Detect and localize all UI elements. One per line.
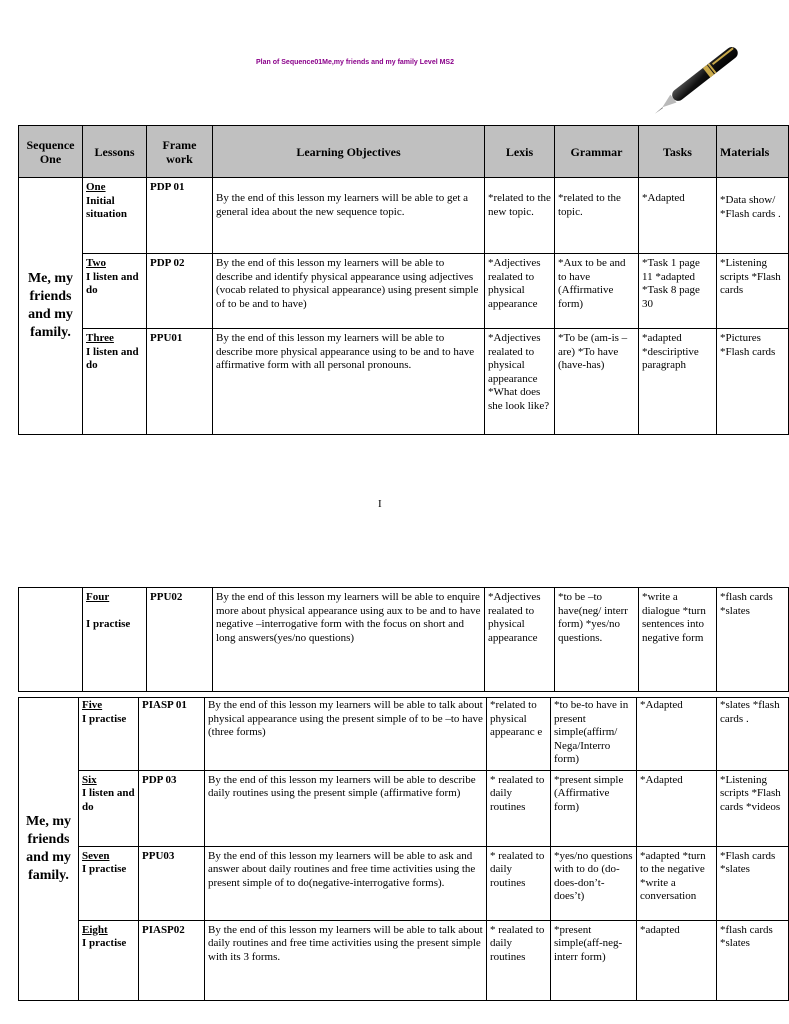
sequence-label: Me, my friends and my family. bbox=[19, 178, 83, 435]
sequence-label-2: Me, my friends and my family. bbox=[19, 698, 79, 1001]
lesson-cell: Five I practise bbox=[79, 698, 139, 771]
grammar-cell: *related to the topic. bbox=[555, 178, 639, 254]
objective-cell: By the end of this lesson my learners will be able to enquire more about physical appearance using aux to be and to have negative –interrogative form with the focus on short and long answers(yes/no questions) bbox=[213, 588, 485, 692]
header-grammar: Grammar bbox=[555, 126, 639, 178]
framework-cell: PPU03 bbox=[139, 846, 205, 920]
grammar-cell: *To be (am-is –are) *To have (have-has) bbox=[555, 329, 639, 435]
objective-cell: By the end of this lesson my learners will be able to talk about daily routines and free time activities using the present simple with its 3 forms. bbox=[205, 920, 487, 1000]
table-row bbox=[19, 698, 789, 771]
grammar-cell: *yes/no questions with to do (do-does-don’t-does’t) bbox=[551, 846, 637, 920]
tasks-cell: *Task 1 page 11 *adapted *Task 8 page 30 bbox=[639, 254, 717, 329]
materials-cell: *flash cards *slates bbox=[717, 920, 789, 1000]
lexis-cell: * realated to daily routines bbox=[487, 770, 551, 846]
grammar-cell: *present simple(aff-neg-interr form) bbox=[551, 920, 637, 1000]
objective-cell: By the end of this lesson my learners will be able to describe daily routines using the present simple (affirmative form) bbox=[205, 770, 487, 846]
objective-cell: By the end of this lesson my learners will be able to talk about physical appearance using the present simple of to be –to have (three forms) bbox=[205, 698, 487, 771]
lesson-plan-table-2 bbox=[18, 587, 789, 692]
lesson-plan-table-1 bbox=[18, 125, 789, 435]
lesson-cell: Six I listen and do bbox=[79, 770, 139, 846]
tasks-cell: *write a dialogue *turn sentences into negative form bbox=[639, 588, 717, 692]
lexis-cell: *Adjectives realated to physical appearance bbox=[485, 254, 555, 329]
framework-cell: PIASP02 bbox=[139, 920, 205, 1000]
tasks-cell: *adapted *desciriptive paragraph bbox=[639, 329, 717, 435]
tasks-cell: *Adapted bbox=[637, 770, 717, 846]
page-title: Plan of Sequence01Me,my friends and my family Level MS2 bbox=[255, 59, 454, 66]
materials-cell: *Listening scripts *Flash cards bbox=[717, 254, 789, 329]
lesson-cell: Eight I practise bbox=[79, 920, 139, 1000]
lesson-plan-table-3 bbox=[18, 697, 789, 1001]
tasks-cell: *adapted *turn to the negative *write a conversation bbox=[637, 846, 717, 920]
table-row bbox=[19, 770, 789, 846]
header-materials: Materials bbox=[717, 126, 789, 178]
lexis-cell: * realated to daily routines bbox=[487, 846, 551, 920]
framework-cell: PPU02 bbox=[147, 588, 213, 692]
materials-cell: *Pictures *Flash cards bbox=[717, 329, 789, 435]
header-lexis: Lexis bbox=[485, 126, 555, 178]
grammar-cell: *Aux to be and to have (Affirmative form) bbox=[555, 254, 639, 329]
table-row bbox=[19, 846, 789, 920]
objective-cell: By the end of this lesson my learners will be able to ask and answer about daily routines and free time activities using the present simple of to do(negative-interrogative forms). bbox=[205, 846, 487, 920]
objective-cell: By the end of this lesson my learners will be able to describe more physical appearance using to be and to have affirmative form with all personal pronouns. bbox=[213, 329, 485, 435]
header-tasks: Tasks bbox=[639, 126, 717, 178]
framework-cell: PPU01 bbox=[147, 329, 213, 435]
materials-cell: *flash cards *slates bbox=[717, 588, 789, 692]
lexis-cell: * realated to daily routines bbox=[487, 920, 551, 1000]
materials-cell: *slates *flash cards . bbox=[717, 698, 789, 771]
objective-cell: By the end of this lesson my learners will be able to describe and identify physical appearance using adjectives (vocab related to physical appearance) using present simple of to be and to have) bbox=[213, 254, 485, 329]
header-framework: Frame work bbox=[147, 126, 213, 178]
materials-cell: *Data show/ *Flash cards . bbox=[717, 178, 789, 254]
materials-cell: *Listening scripts *Flash cards *videos bbox=[717, 770, 789, 846]
header-sequence: Sequence One bbox=[19, 126, 83, 178]
fountain-pen-image bbox=[648, 28, 760, 124]
lesson-cell: Two I listen and do bbox=[83, 254, 147, 329]
lexis-cell: *Adjectives realated to physical appearance *What does she look like? bbox=[485, 329, 555, 435]
tasks-cell: *adapted bbox=[637, 920, 717, 1000]
tasks-cell: *Adapted bbox=[639, 178, 717, 254]
table-row bbox=[19, 178, 789, 254]
header-objectives: Learning Objectives bbox=[213, 126, 485, 178]
table-row bbox=[19, 329, 789, 435]
lexis-cell: *related to the new topic. bbox=[485, 178, 555, 254]
materials-cell: *Flash cards *slates bbox=[717, 846, 789, 920]
tasks-cell: *Adapted bbox=[637, 698, 717, 771]
framework-cell: PIASP 01 bbox=[139, 698, 205, 771]
objective-cell: By the end of this lesson my learners will be able to get a general idea about the new sequence topic. bbox=[213, 178, 485, 254]
cursor-mark: I bbox=[378, 498, 382, 510]
empty-sequence-cell bbox=[19, 588, 83, 692]
lesson-cell: One Initial situation bbox=[83, 178, 147, 254]
lesson-cell: Seven I practise bbox=[79, 846, 139, 920]
table-row bbox=[19, 254, 789, 329]
header-lessons: Lessons bbox=[83, 126, 147, 178]
grammar-cell: *present simple (Affirmative form) bbox=[551, 770, 637, 846]
lesson-cell: Four I practise bbox=[83, 588, 147, 692]
framework-cell: PDP 01 bbox=[147, 178, 213, 254]
grammar-cell: *to be-to have in present simple(affirm/ Nega/Interro form) bbox=[551, 698, 637, 771]
lesson-cell: Three I listen and do bbox=[83, 329, 147, 435]
framework-cell: PDP 03 bbox=[139, 770, 205, 846]
lexis-cell: *Adjectives realated to physical appearance bbox=[485, 588, 555, 692]
lexis-cell: *related to physical appearanc e bbox=[487, 698, 551, 771]
table-row bbox=[19, 588, 789, 692]
header-row bbox=[19, 126, 789, 178]
grammar-cell: *to be –to have(neg/ interr form) *yes/no questions. bbox=[555, 588, 639, 692]
framework-cell: PDP 02 bbox=[147, 254, 213, 329]
table-row bbox=[19, 920, 789, 1000]
